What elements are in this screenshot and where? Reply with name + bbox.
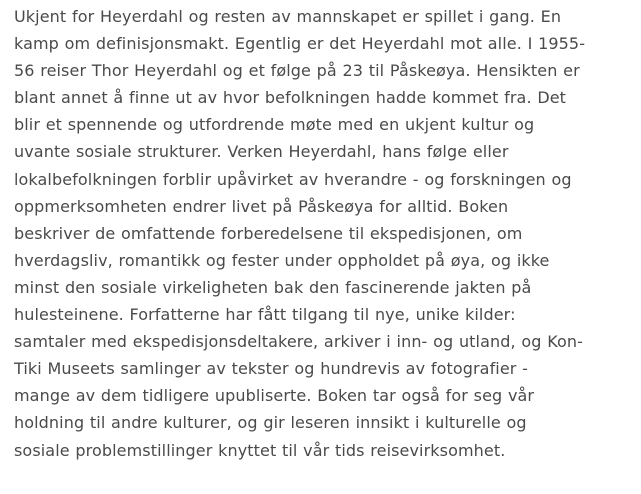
description-line: beskriver de omfattende forberedelsene til ekspedisjonen, om <box>14 223 523 243</box>
description-line: uvante sosiale strukturer. Verken Heyerdahl, hans følge eller <box>14 142 509 162</box>
description-line: 56 reiser Thor Heyerdahl og et følge på 23 til Påskeøya. Hensikten er <box>14 61 580 81</box>
description-line: blir et spennende og utfordrende møte med en ukjent kultur og <box>14 115 535 135</box>
description-line: mange av dem tidligere upubliserte. Boken tar også for seg vår <box>14 386 535 406</box>
description-line: sosiale problemstillinger knyttet til vår tids reisevirksomhet. <box>14 440 506 460</box>
description-line: hulesteinene. Forfatterne har fått tilgang til nye, unike kilder: <box>14 305 516 325</box>
description-line: blant annet å finne ut av hvor befolkningen hadde kommet fra. Det <box>14 88 567 108</box>
description-line: minst den sosiale virkeligheten bak den fascinerende jakten på <box>14 277 532 297</box>
description-line: holdning til andre kulturer, og gir leseren innsikt i kulturelle og <box>14 413 527 433</box>
description-line: kamp om definisjonsmakt. Egentlig er det Heyerdahl mot alle. I 1955- <box>14 34 586 54</box>
description-line: Ukjent for Heyerdahl og resten av mannskapet er spillet i gang. En <box>14 7 562 26</box>
description-line: oppmerksomheten endrer livet på Påskeøya for alltid. Boken <box>14 196 509 216</box>
description-line: hverdagsliv, romantikk og fester under oppholdet på øya, og ikke <box>14 250 550 270</box>
book-description <box>14 3 631 464</box>
description-line: lokalbefolkningen forblir upåvirket av hverandre - og forskningen og <box>14 169 572 189</box>
description-line: samtaler med ekspedisjonsdeltakere, arkiver i inn- og utland, og Kon- <box>14 332 584 352</box>
description-line: Tiki Museets samlinger av tekster og hundrevis av fotografier - <box>14 359 529 379</box>
